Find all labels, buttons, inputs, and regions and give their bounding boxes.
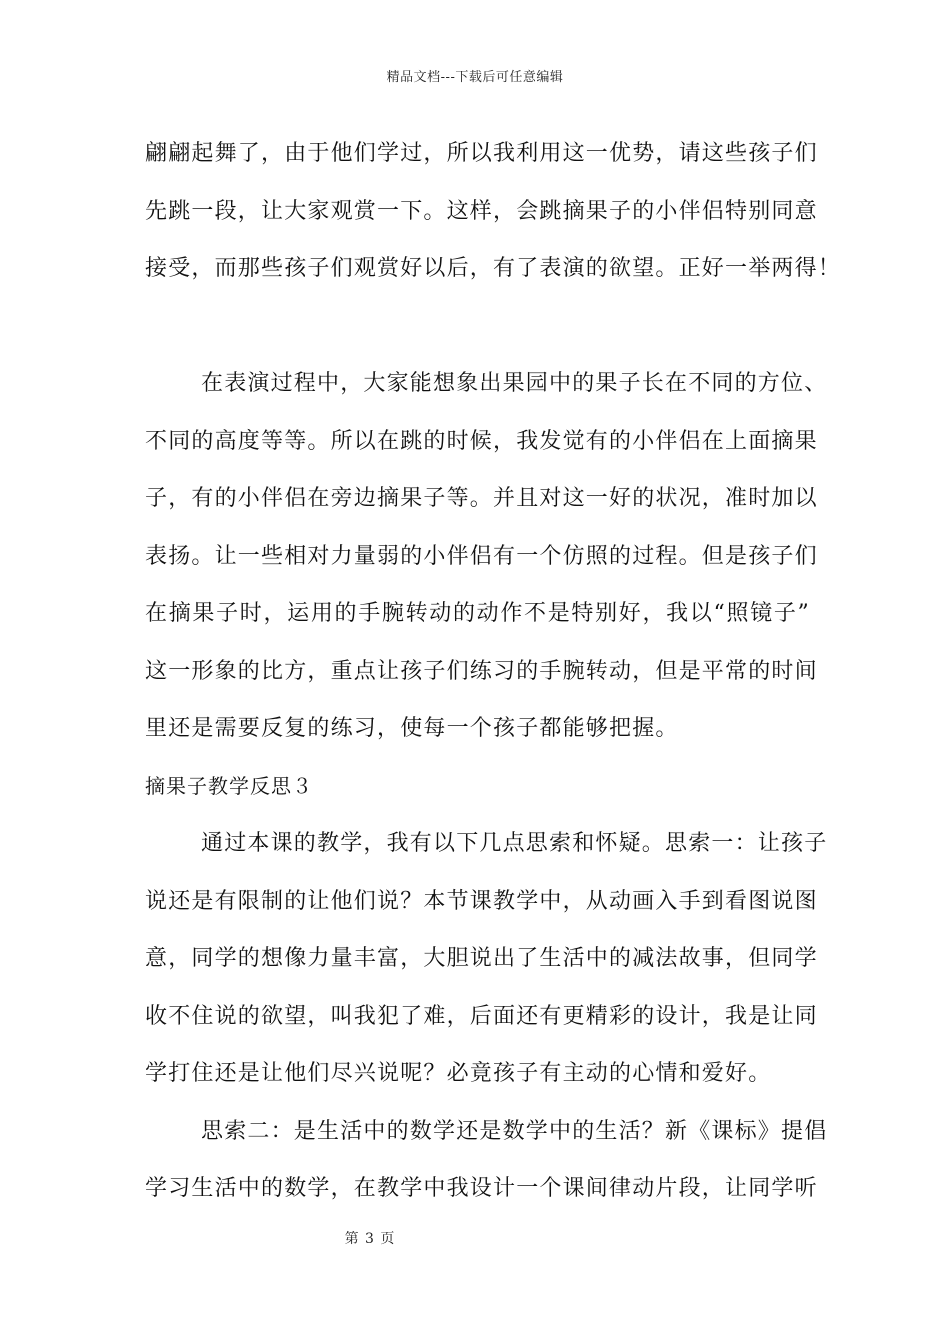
document-body [145, 125, 842, 1218]
paragraph-4 [145, 1103, 828, 1218]
paragraph-2 [145, 355, 828, 758]
page-number: 第 3 页 [344, 1231, 396, 1247]
text-line: 学习生活中的数学，在教学中我设计一个课间律动片段，让同学听 [145, 1176, 818, 1201]
text-line: 表扬。让一些相对力量弱的小伴侣有一个仿照的过程。但是孩子们 [145, 543, 818, 569]
text-line: 意，同学的想像力量丰富，大胆说出了生活中的减法故事，但同学 [145, 946, 818, 971]
section-heading: 摘果子教学反思３ [145, 773, 313, 798]
text-line: 先跳一段，让大家观赏一下。这样，会跳摘果子的小伴侣特别同意 [145, 198, 818, 224]
paragraph-spacer [145, 298, 810, 356]
text-line: 在摘果子时，运用的手腕转动的动作不是特别好，我以“照镜子” [145, 601, 810, 626]
text-line: 通过本课的教学，我有以下几点思索和怀疑。思索一：让孩子 [201, 831, 828, 856]
text-line: 学打住还是让他们尽兴说呢？必竟孩子有主动的心情和爱好。 [145, 1061, 772, 1086]
text-line: 这一形象的比方，重点让孩子们练习的手腕转动，但是平常的时间 [145, 658, 818, 684]
text-line: 收不住说的欲望，叫我犯了难，后面还有更精彩的设计，我是让同 [145, 1003, 818, 1029]
text-line: 思索二：是生活中的数学还是数学中的生活？新《课标》提倡 [201, 1118, 828, 1144]
text-line: 不同的高度等等。所以在跳的时候，我发觉有的小伴侣在上面摘果 [145, 428, 818, 454]
text-line: 翩翩起舞了，由于他们学过，所以我利用这一优势，请这些孩子们 [145, 141, 818, 166]
text-line: 里还是需要反复的练习，使每一个孩子都能够把握。 [145, 716, 679, 741]
text-line: 说还是有限制的让他们说？本节课教学中，从动画入手到看图说图 [145, 888, 818, 914]
paragraph-3 [145, 815, 828, 1103]
text-line: 子，有的小伴侣在旁边摘果子等。并且对这一好的状况，准时加以 [145, 486, 818, 511]
text-line: 接受，而那些孩子们观赏好以后，有了表演的欲望。正好一举两得！ [145, 256, 842, 281]
text-line: 在表演过程中，大家能想象出果园中的果子长在不同的方位、 [201, 371, 828, 396]
paragraph-1 [145, 125, 842, 298]
page-header: 精品文档---下载后可任意编辑 [386, 70, 564, 85]
